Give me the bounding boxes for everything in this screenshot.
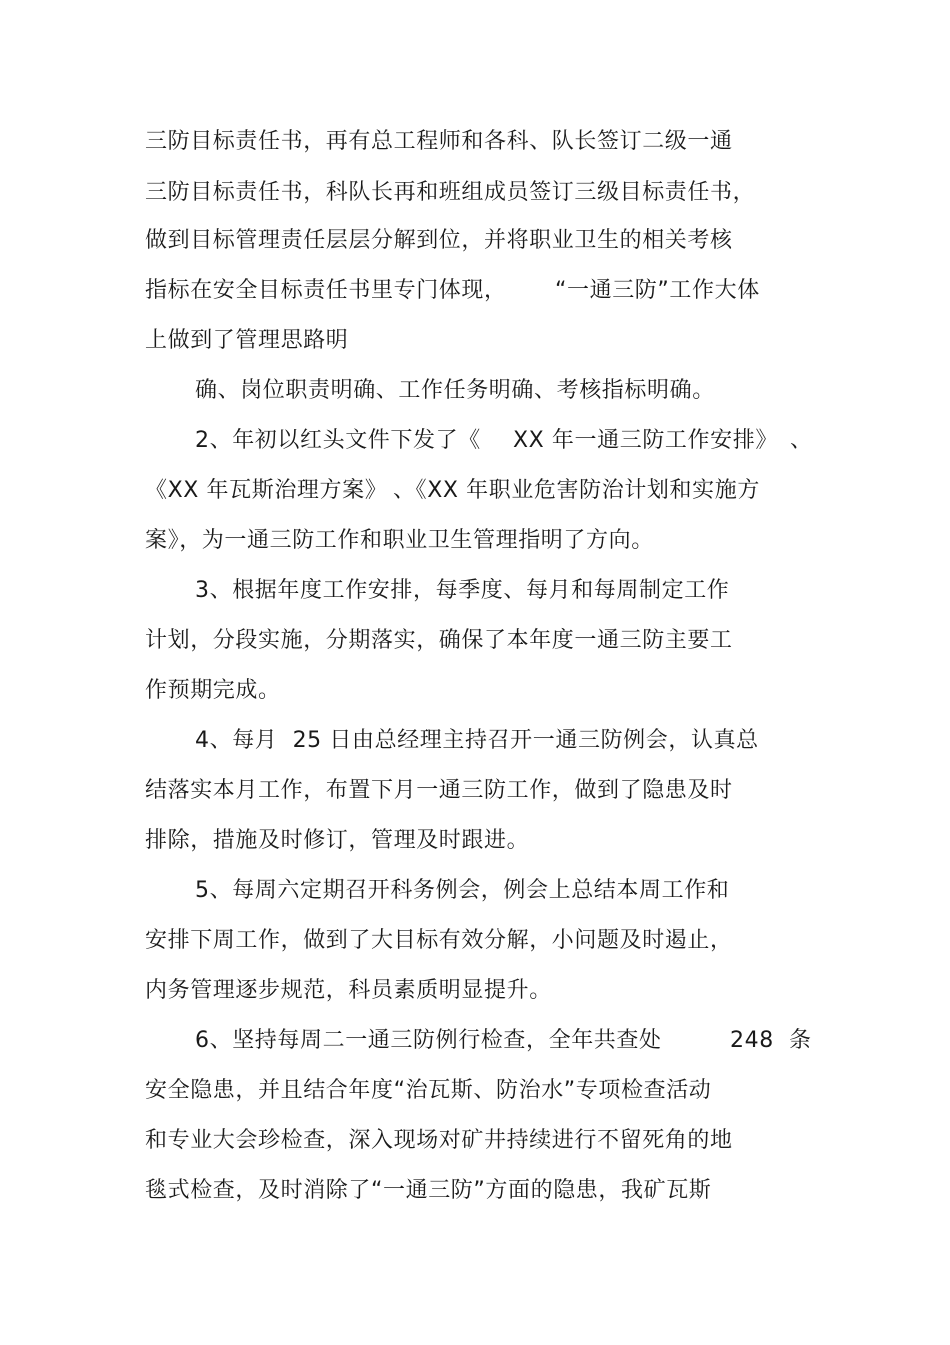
text-line: 上做到了管理思路明 [145, 328, 349, 353]
text-line: 三防目标责任书，再有总工程师和各科、队长签订二级一通 [145, 129, 733, 154]
text-line: 内务管理逐步规范，科员素质明显提升。 [145, 978, 552, 1003]
text-line: 排除，措施及时修订，管理及时跟进。 [145, 828, 530, 853]
text-line: 3、根据年度工作安排，每季度、每月和每周制定工作 [195, 578, 730, 603]
text-line: 安排下周工作，做到了大目标有效分解，小问题及时遏止， [145, 928, 733, 953]
text-line: 三防目标责任书，科队长再和班组成员签订三级目标责任书， [145, 180, 756, 205]
text-line: 、 [790, 428, 813, 453]
text-line: 计划，分段实施，分期落实，确保了本年度一通三防主要工 [145, 628, 733, 653]
text-line: 确、岗位职责明确、工作任务明确、考核指标明确。 [195, 378, 715, 403]
text-line: 作预期完成。 [145, 678, 281, 703]
text-line: 做到目标管理责任层层分解到位，并将职业卫生的相关考核 [145, 228, 733, 253]
text-line: 2、年初以红头文件下发了《 [195, 428, 481, 453]
text-line: 和专业大会珍检查，深入现场对矿井持续进行不留死角的地 [145, 1128, 733, 1153]
text-line: 5、每周六定期召开科务例会，例会上总结本周工作和 [195, 878, 730, 903]
text-line: 安全隐患，并且结合年度“治瓦斯、防治水”专项检查活动 [145, 1078, 712, 1103]
text-line: 4、每月 25 日由总经理主持召开一通三防例会，认真总 [195, 728, 759, 753]
text-line: 248 条 [730, 1028, 812, 1053]
text-line: 6、坚持每周二一通三防例行检查，全年共查处 [195, 1028, 662, 1053]
text-line: 、《XX 年职业危害防治计划和实施方 [393, 478, 760, 503]
text-line: “一通三防”工作大体 [555, 278, 760, 303]
text-line: XX 年一通三防工作安排》 [513, 428, 778, 453]
text-line: 指标在安全目标责任书里专门体现， [145, 278, 507, 303]
text-line: 结落实本月工作，布置下月一通三防工作，做到了隐患及时 [145, 778, 733, 803]
text-line: 《XX 年瓦斯治理方案》 [145, 478, 388, 503]
text-line: 毯式检查，及时消除了“一通三防”方面的隐患，我矿瓦斯 [145, 1178, 712, 1203]
text-line: 案》，为一通三防工作和职业卫生管理指明了方向。 [145, 528, 654, 553]
